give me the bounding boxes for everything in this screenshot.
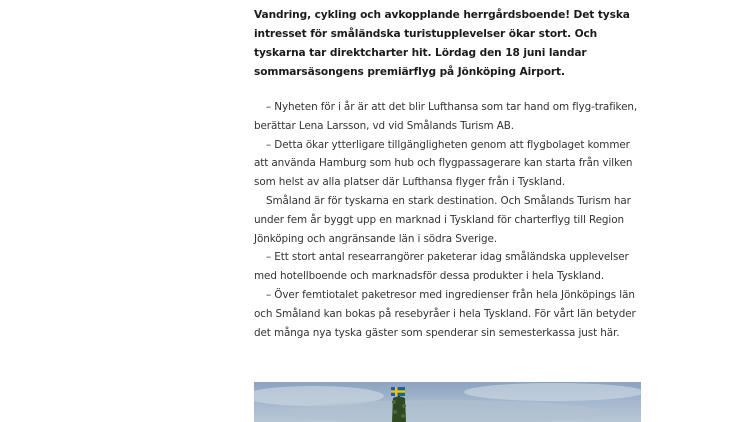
article-paragraph: Småland är för tyskarna en stark destination. Och Smålands Turism har under fem år byggt upp en marknad i Tyskland för charterflyg till Region Jönköping och angränsande län i södra Sverige. xyxy=(254,194,631,245)
swedish-flag-icon xyxy=(391,387,405,396)
article xyxy=(254,6,644,342)
article-paragraph: – Detta ökar ytterligare tillgängligheten genom att flygbolaget kommer att använda Hamburg som hub och flygpassagerare kan starta från vilken som helst av alla platser där Lufthansa flyger från i Tyskland. xyxy=(254,138,633,189)
article-paragraph: – Ett stort antal researrangörer paketerar idag småländska upplevelser med hotellboende och marknadsför dessa produkter i hela Tyskland. xyxy=(254,251,629,283)
article-paragraph: – Nyheten för i år är att det blir Lufthansa som tar hand om flyg-trafiken, berättar Lena Larsson, vd vid Smålands Turism AB. xyxy=(254,101,638,132)
article-photo xyxy=(254,382,641,422)
article-paragraph: – Över femtiotalet paketresor med ingredienser från hela Jönköpings län och Småland kan bokas på resebyråer i hela Tyskland. För vårt län betyder det många nya tyska gäster som spenderar sin semesterkassa just här. xyxy=(254,288,636,339)
article-lead: Vandring, cykling och avkopplande herrgårdsboende! Det tyska intresset för småländska turistupplevelser ökar stort. Och tyskarna tar direktcharter hit. Lördag den 18 juni landar sommarsäsongens premiärflyg på Jönköping Airport. xyxy=(254,9,630,78)
midsummer-pole-image xyxy=(254,382,641,422)
